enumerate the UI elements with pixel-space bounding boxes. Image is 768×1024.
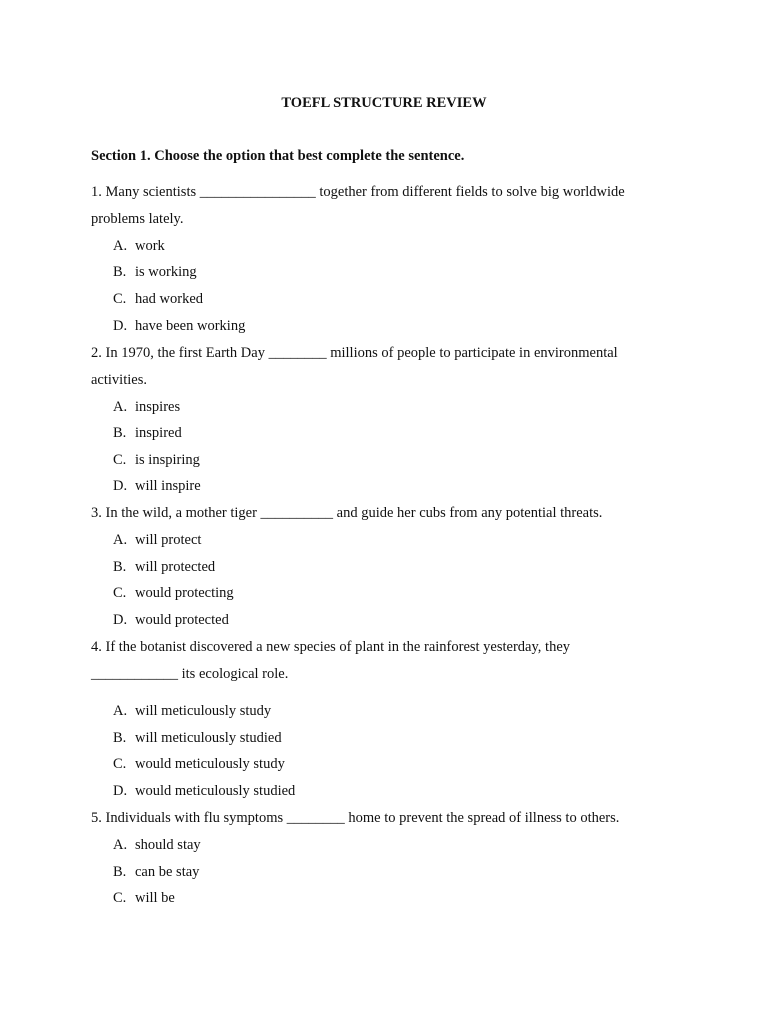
question-5-option-a bbox=[113, 836, 201, 854]
option-text: will inspire bbox=[135, 478, 201, 494]
question-2-option-a bbox=[113, 398, 180, 416]
option-text: inspired bbox=[135, 425, 182, 441]
question-4-option-c bbox=[113, 755, 285, 773]
question-2-option-c bbox=[113, 451, 200, 469]
option-letter: D. bbox=[113, 783, 128, 799]
option-text: would meticulously study bbox=[135, 756, 285, 772]
question-5-text-line-1: 5. Individuals with flu symptoms ________ home to prevent the spread of illness to others. bbox=[91, 810, 620, 826]
option-text: work bbox=[135, 238, 165, 254]
option-letter: C. bbox=[113, 291, 127, 307]
question-4-option-b bbox=[113, 729, 282, 747]
option-letter: A. bbox=[113, 532, 128, 548]
question-4-option-a bbox=[113, 702, 271, 720]
option-letter: D. bbox=[113, 318, 128, 334]
question-3-option-b bbox=[113, 558, 215, 576]
option-text: is inspiring bbox=[135, 452, 200, 468]
option-text: can be stay bbox=[135, 864, 200, 880]
question-4-text-line-2: ____________ its ecological role. bbox=[91, 666, 289, 682]
question-1-option-a bbox=[113, 237, 165, 255]
option-text: would protecting bbox=[135, 585, 234, 601]
option-letter: B. bbox=[113, 730, 127, 746]
question-2-option-b bbox=[113, 424, 182, 442]
question-1-option-b bbox=[113, 263, 197, 281]
option-text: will protect bbox=[135, 532, 202, 548]
question-2-text-line-1: 2. In 1970, the first Earth Day ________ millions of people to participate in environmental bbox=[91, 345, 618, 361]
section-heading: Section 1. Choose the option that best complete the sentence. bbox=[91, 148, 465, 164]
option-letter: C. bbox=[113, 756, 127, 772]
option-letter: C. bbox=[113, 585, 127, 601]
option-letter: A. bbox=[113, 238, 128, 254]
option-letter: D. bbox=[113, 478, 128, 494]
question-5-option-c bbox=[113, 889, 175, 907]
question-3-option-c bbox=[113, 584, 234, 602]
option-letter: C. bbox=[113, 890, 127, 906]
option-text: should stay bbox=[135, 837, 201, 853]
option-letter: A. bbox=[113, 837, 128, 853]
question-1-text-line-1: 1. Many scientists ________________ together from different fields to solve big worldwide bbox=[91, 184, 625, 200]
option-letter: D. bbox=[113, 612, 128, 628]
option-letter: B. bbox=[113, 864, 127, 880]
option-text: would meticulously studied bbox=[135, 783, 296, 799]
option-letter: A. bbox=[113, 399, 128, 415]
question-3-option-d bbox=[113, 611, 229, 629]
option-letter: B. bbox=[113, 264, 127, 280]
option-text: is working bbox=[135, 264, 197, 280]
question-1-option-d bbox=[113, 317, 245, 335]
question-2-text-line-2: activities. bbox=[91, 372, 147, 388]
option-text: would protected bbox=[135, 612, 229, 628]
option-text: will meticulously studied bbox=[135, 730, 282, 746]
option-letter: C. bbox=[113, 452, 127, 468]
option-text: had worked bbox=[135, 291, 204, 307]
option-text: have been working bbox=[135, 318, 246, 334]
question-2-option-d bbox=[113, 477, 201, 495]
question-1-option-c bbox=[113, 290, 203, 308]
question-3-text-line-1: 3. In the wild, a mother tiger __________ and guide her cubs from any potential threats. bbox=[91, 505, 603, 521]
option-text: will meticulously study bbox=[135, 703, 272, 719]
question-5-option-b bbox=[113, 863, 199, 881]
question-4-option-d bbox=[113, 782, 295, 800]
option-letter: B. bbox=[113, 559, 127, 575]
question-3-option-a bbox=[113, 531, 201, 549]
option-text: will protected bbox=[135, 559, 216, 575]
option-text: will be bbox=[135, 890, 175, 906]
option-letter: A. bbox=[113, 703, 128, 719]
document-title: TOEFL STRUCTURE REVIEW bbox=[281, 95, 487, 111]
option-text: inspires bbox=[135, 399, 181, 415]
question-1-text-line-2: problems lately. bbox=[91, 211, 184, 227]
option-letter: B. bbox=[113, 425, 127, 441]
question-4-text-line-1: 4. If the botanist discovered a new species of plant in the rainforest yesterday, they bbox=[91, 639, 571, 655]
